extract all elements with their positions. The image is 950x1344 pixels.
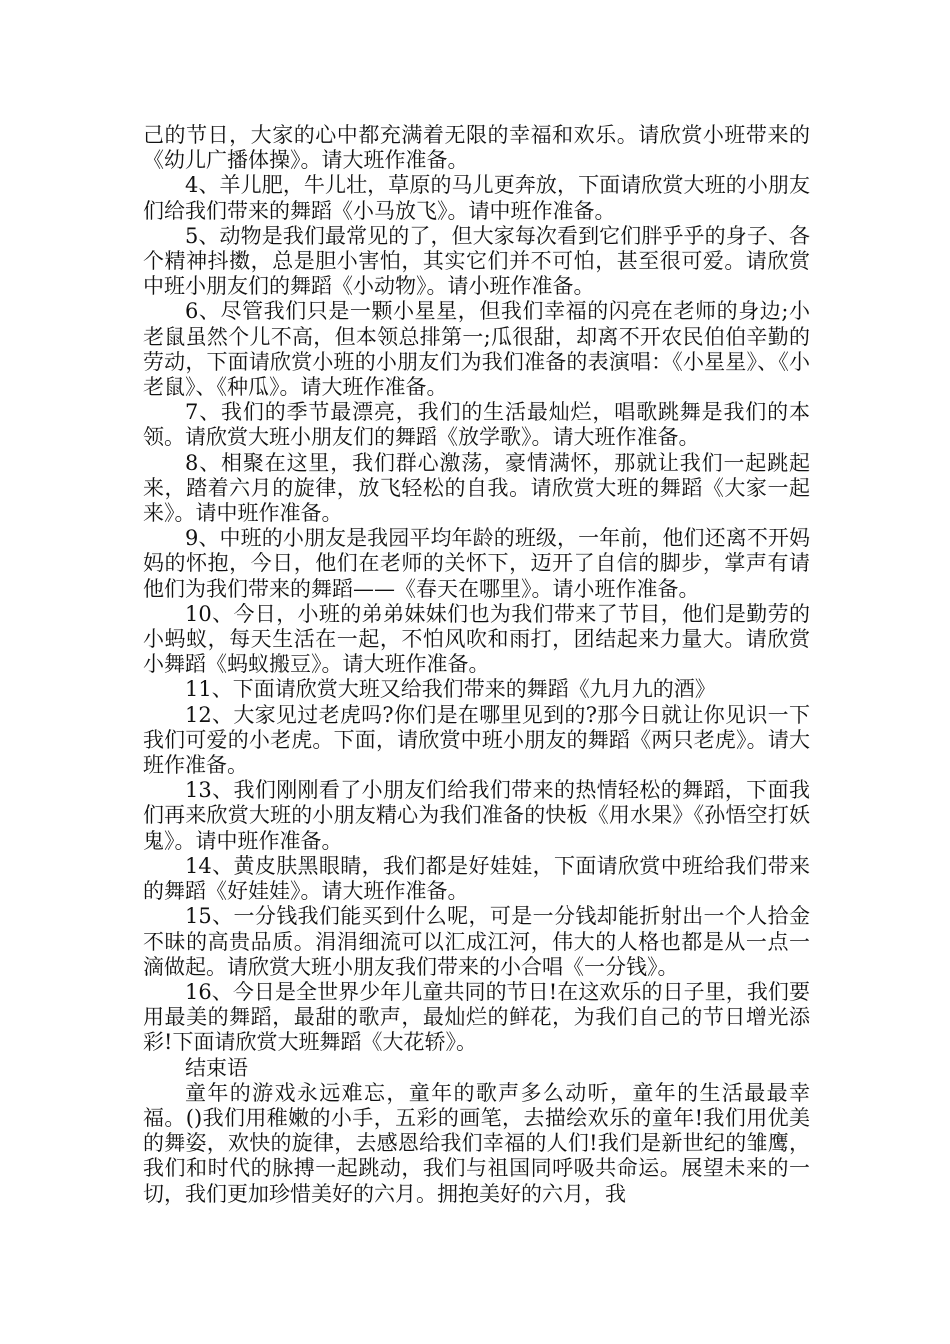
paragraph-continuation: 己的节日，大家的心中都充满着无限的幸福和欢乐。请欣赏小班带来的《幼儿广播体操》。请大班作准备。 <box>143 123 810 173</box>
paragraph-item-6: 6、尽管我们只是一颗小星星，但我们幸福的闪亮在老师的身边;小老鼠虽然个儿不高，但本领总排第一;瓜很甜，却离不开农民伯伯辛勤的劳动，下面请欣赏小班的小朋友们为我们准备的表演唱：《小星星》、《小老鼠》、《种瓜》。请大班作准备。 <box>143 299 810 400</box>
paragraph-item-5: 5、动物是我们最常见的了，但大家每次看到它们胖乎乎的身子、各个精神抖擞，总是胆小害怕，其实它们并不可怕，甚至很可爱。请欣赏中班小朋友们的舞蹈《小动物》。请小班作准备。 <box>143 223 810 299</box>
paragraph-item-4: 4、羊儿肥，牛儿壮，草原的马儿更奔放，下面请欣赏大班的小朋友们给我们带来的舞蹈《小马放飞》。请中班作准备。 <box>143 173 810 223</box>
paragraph-item-10: 10、今日，小班的弟弟妹妹们也为我们带来了节目，他们是勤劳的小蚂蚁，每天生活在一起，不怕风吹和雨打，团结起来力量大。请欣赏小舞蹈《蚂蚁搬豆》。请大班作准备。 <box>143 601 810 677</box>
paragraph-item-14: 14、黄皮肤黑眼睛，我们都是好娃娃，下面请欣赏中班给我们带来的舞蹈《好娃娃》。请大班作准备。 <box>143 853 810 904</box>
paragraph-item-15: 15、一分钱我们能买到什么呢，可是一分钱却能折射出一个人拾金不昧的高贵品质。涓涓细流可以汇成江河，伟大的人格也都是从一点一滴做起。请欣赏大班小朋友我们带来的小合唱《一分钱》。 <box>143 904 810 979</box>
paragraph-closing: 童年的游戏永远难忘，童年的歌声多么动听，童年的生活最最幸福。()我们用稚嫩的小手，五彩的画笔，去描绘欢乐的童年!我们用优美的舞姿，欢快的旋律，去感恩给我们幸福的人们!我们是新世纪的雏鹰，我们和时代的脉搏一起跳动，我们与祖国同呼吸共命运。展望未来的一切，我们更加珍惜美好的六月。拥抱美好的六月，我 <box>143 1080 810 1206</box>
paragraph-item-13: 13、我们刚刚看了小朋友们给我们带来的热情轻松的舞蹈，下面我们再来欣赏大班的小朋友精心为我们准备的快板《用水果》《孙悟空打妖鬼》。请中班作准备。 <box>143 778 810 853</box>
paragraph-item-8: 8、相聚在这里，我们群心激荡，豪情满怀，那就让我们一起跳起来，踏着六月的旋律，放飞轻松的自我。请欣赏大班的舞蹈《大家一起来》。请中班作准备。 <box>143 450 810 526</box>
paragraph-item-16: 16、今日是全世界少年儿童共同的节日!在这欢乐的日子里，我们要用最美的舞蹈，最甜的歌声，最灿烂的鲜花，为我们自己的节日增光添彩!下面请欣赏大班舞蹈《大花轿》。 <box>143 979 810 1055</box>
paragraph-item-7: 7、我们的季节最漂亮，我们的生活最灿烂，唱歌跳舞是我们的本领。请欣赏大班小朋友们的舞蹈《放学歌》。请大班作准备。 <box>143 400 810 450</box>
section-heading-closing: 结束语 <box>185 1055 248 1080</box>
paragraph-item-12: 12、大家见过老虎吗?你们是在哪里见到的?那今日就让你见识一下我们可爱的小老虎。下面，请欣赏中班小朋友的舞蹈《两只老虎》。请大班作准备。 <box>143 702 810 778</box>
paragraph-item-11: 11、下面请欣赏大班又给我们带来的舞蹈《九月九的酒》 <box>185 677 716 702</box>
paragraph-item-9: 9、中班的小朋友是我园平均年龄的班级，一年前，他们还离不开妈妈的怀抱，今日，他们在老师的关怀下，迈开了自信的脚步，掌声有请他们为我们带来的舞蹈——《春天在哪里》。请小班作准备。 <box>143 526 810 601</box>
